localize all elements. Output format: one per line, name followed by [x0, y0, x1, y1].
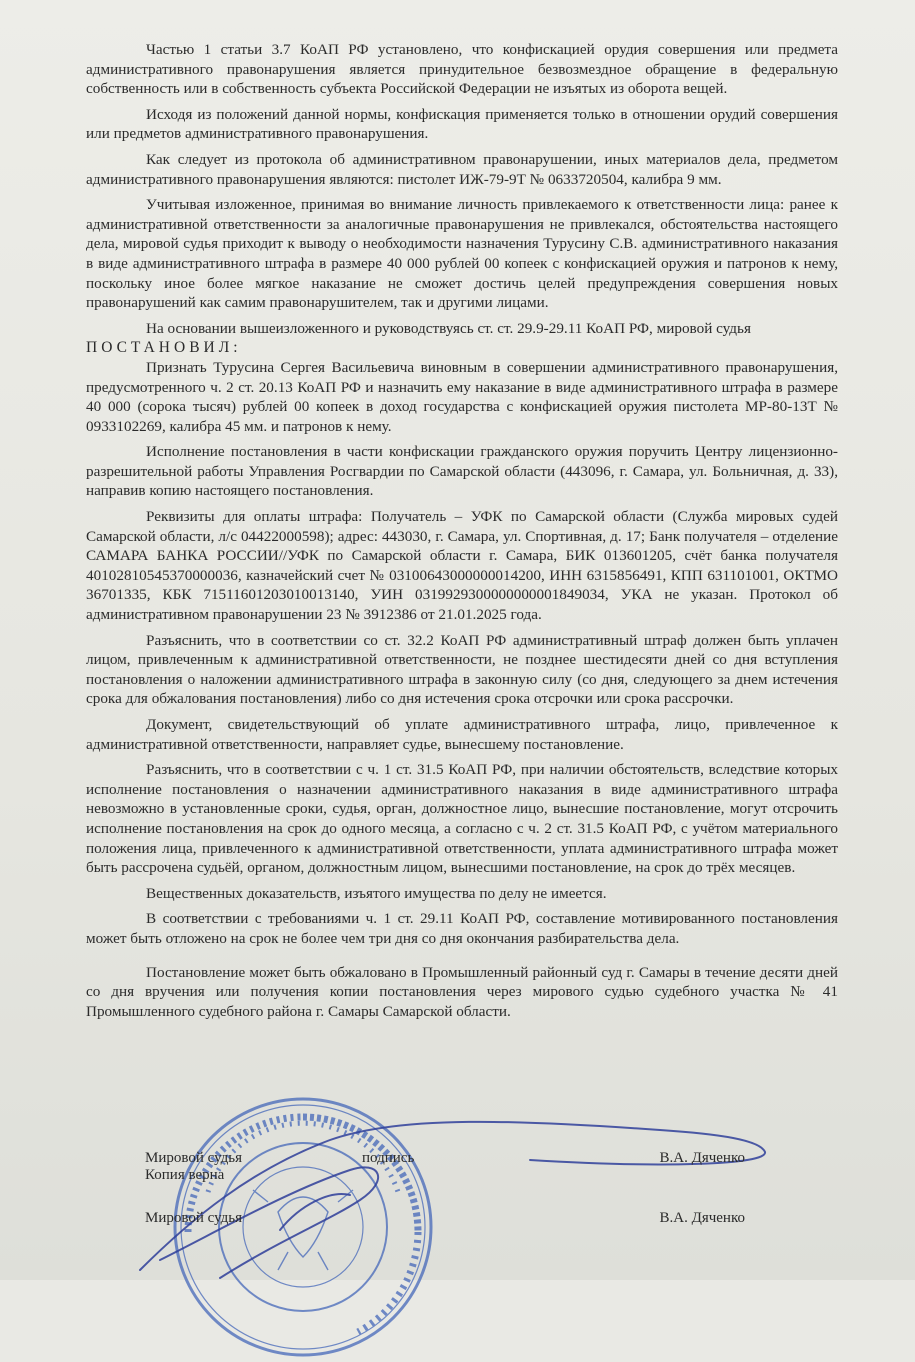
signature-row-1: [145, 1150, 745, 1167]
paragraph: Постановление может быть обжаловано в Промышленный районный суд г. Самары в течение десяти дней со дня вручения или получения копии постановления через мирового судью судебного участка № 41 Промышленного судебного района г. Самары Самарской области.: [86, 963, 838, 1020]
handwritten-signature: [100, 1110, 800, 1280]
copy-certified-label: Копия верна: [145, 1167, 225, 1183]
paragraph: Исполнение постановления в части конфискации гражданского оружия поручить Центру лицензионно-разрешительной работы Управления Росгвардии по Самарской области (443096, г. Самара, ул. Больничная, д. 33), направив копию настоящего постановления.: [86, 443, 838, 500]
decision-heading: ПОСТАНОВИЛ:: [86, 339, 242, 357]
paragraph: Признать Турусина Сергея Васильевича виновным в совершении административного правонарушения, предусмотренного ч. 2 ст. 20.13 КоАП РФ и назначить ему наказание в виде административного штрафа в размере 40 000 (сорока тысяч) рублей 00 копеек в доход государства с конфискацией оружия пистолета МР-80-13Т № 0933102269, калибра 45 мм. и патронов к нему.: [86, 358, 838, 435]
signature-row-3: [145, 1210, 745, 1227]
paragraph: Вещественных доказательств, изъятого имущества по делу не имеется.: [146, 884, 607, 902]
paragraph: На основании вышеизложенного и руководствуясь ст. ст. 29.9-29.11 КоАП РФ, мировой судья: [146, 319, 751, 337]
paragraph: Как следует из протокола об административном правонарушении, иных материалов дела, предметом административного правонарушения являются: пистолет ИЖ-79-9Т № 0633720504, калибра 9 мм.: [86, 150, 838, 188]
paragraph: Исходя из положений данной нормы, конфискация применяется только в отношении орудий совершения или предметов административного правонарушения.: [86, 105, 838, 143]
judge-name: В.А. Дяченко: [659, 1210, 745, 1226]
judge-title-label: Мировой судья: [145, 1210, 243, 1226]
paragraph: В соответствии с требованиями ч. 1 ст. 29.11 КоАП РФ, составление мотивированного постановления может быть отложено на срок не более чем три дня со дня окончания разбирательства дела.: [86, 910, 838, 947]
signature-row-2: [145, 1167, 745, 1184]
paragraph: Реквизиты для оплаты штрафа: Получатель – УФК по Самарской области (Служба мировых судей Самарской области, л/с 04422000598); адрес: 443030, г. Самара, ул. Спортивная, д. 17; Банк получателя – отделение САМАРА БАНКА РОССИИ//УФК по Самарской области г. Самара, БИК 013601205, счёт банка получателя 40102810545370000036, казначейский счет № 03100643000000014200, ИНН 6315856491, КПП 631101001, ОКТМО 36701335, КБК 71511601203010013140, УИН 0319929300000000001849034, УКА не указан. Протокол об административном правонарушении 23 № 3912386 от 21.01.2025 года.: [86, 508, 838, 624]
paragraph: Разъяснить, что в соответствии с ч. 1 ст. 31.5 КоАП РФ, при наличии обстоятельств, вследствие которых исполнение постановления о назначении административного наказания в виде административного штрафа невозможно в установленные сроки, судья, орган, должностное лицо, вынесшие постановление, могут отсрочить исполнение постановления на срок до одного месяца, а согласно с ч. 2 ст. 31.5 КоАП РФ, с учётом материального положения лица, привлеченного к административной ответственности, уплата административного штрафа может быть рассрочена судьёй, органом, должностным лицом, вынесшими постановление, на срок до трёх месяцев.: [86, 761, 838, 877]
paragraph: Разъяснить, что в соответствии со ст. 32.2 КоАП РФ административный штраф должен быть уплачен лицом, привлеченным к административной ответственности, не позднее шестидесяти дней со дня вступления постановления о наложении административного штрафа в законную силу (со дня, следующего за днем истечения срока для обжалования постановления) либо со дня истечения срока отсрочки или срока рассрочки.: [86, 631, 838, 708]
paragraph: Документ, свидетельствующий об уплате административного штрафа, лицо, привлеченное к административной ответственности, направляет судье, вынесшему постановление.: [86, 716, 838, 753]
document-body: [86, 40, 838, 1021]
paragraph: Учитывая изложенное, принимая во внимание личность привлекаемого к ответственности лица: ранее к административной ответственности за аналогичные правонарушения не привлекался, обстоятельства настоящего дела, мировой судья приходит к выводу о необходимости назначения Турусину С.В. административного наказания в виде административного штрафа в размере 40 000 рублей 00 копеек с конфискацией оружия и патронов к нему, поскольку иное более мягкое наказание не сможет достичь целей предупреждения совершения новых правонарушений как самим правонарушителем, так и другими лицами.: [86, 196, 838, 312]
judge-name: В.А. Дяченко: [659, 1150, 745, 1166]
judge-title-label: Мировой судья: [145, 1150, 243, 1166]
paragraph: Частью 1 статьи 3.7 КоАП РФ установлено, что конфискацией орудия совершения или предмета административного правонарушения является принудительное безвозмездное обращение в федеральную собственность или в собственность субъекта Российской Федерации не изъятых из оборота вещей.: [86, 41, 838, 98]
signature-label: подпись: [362, 1150, 415, 1166]
